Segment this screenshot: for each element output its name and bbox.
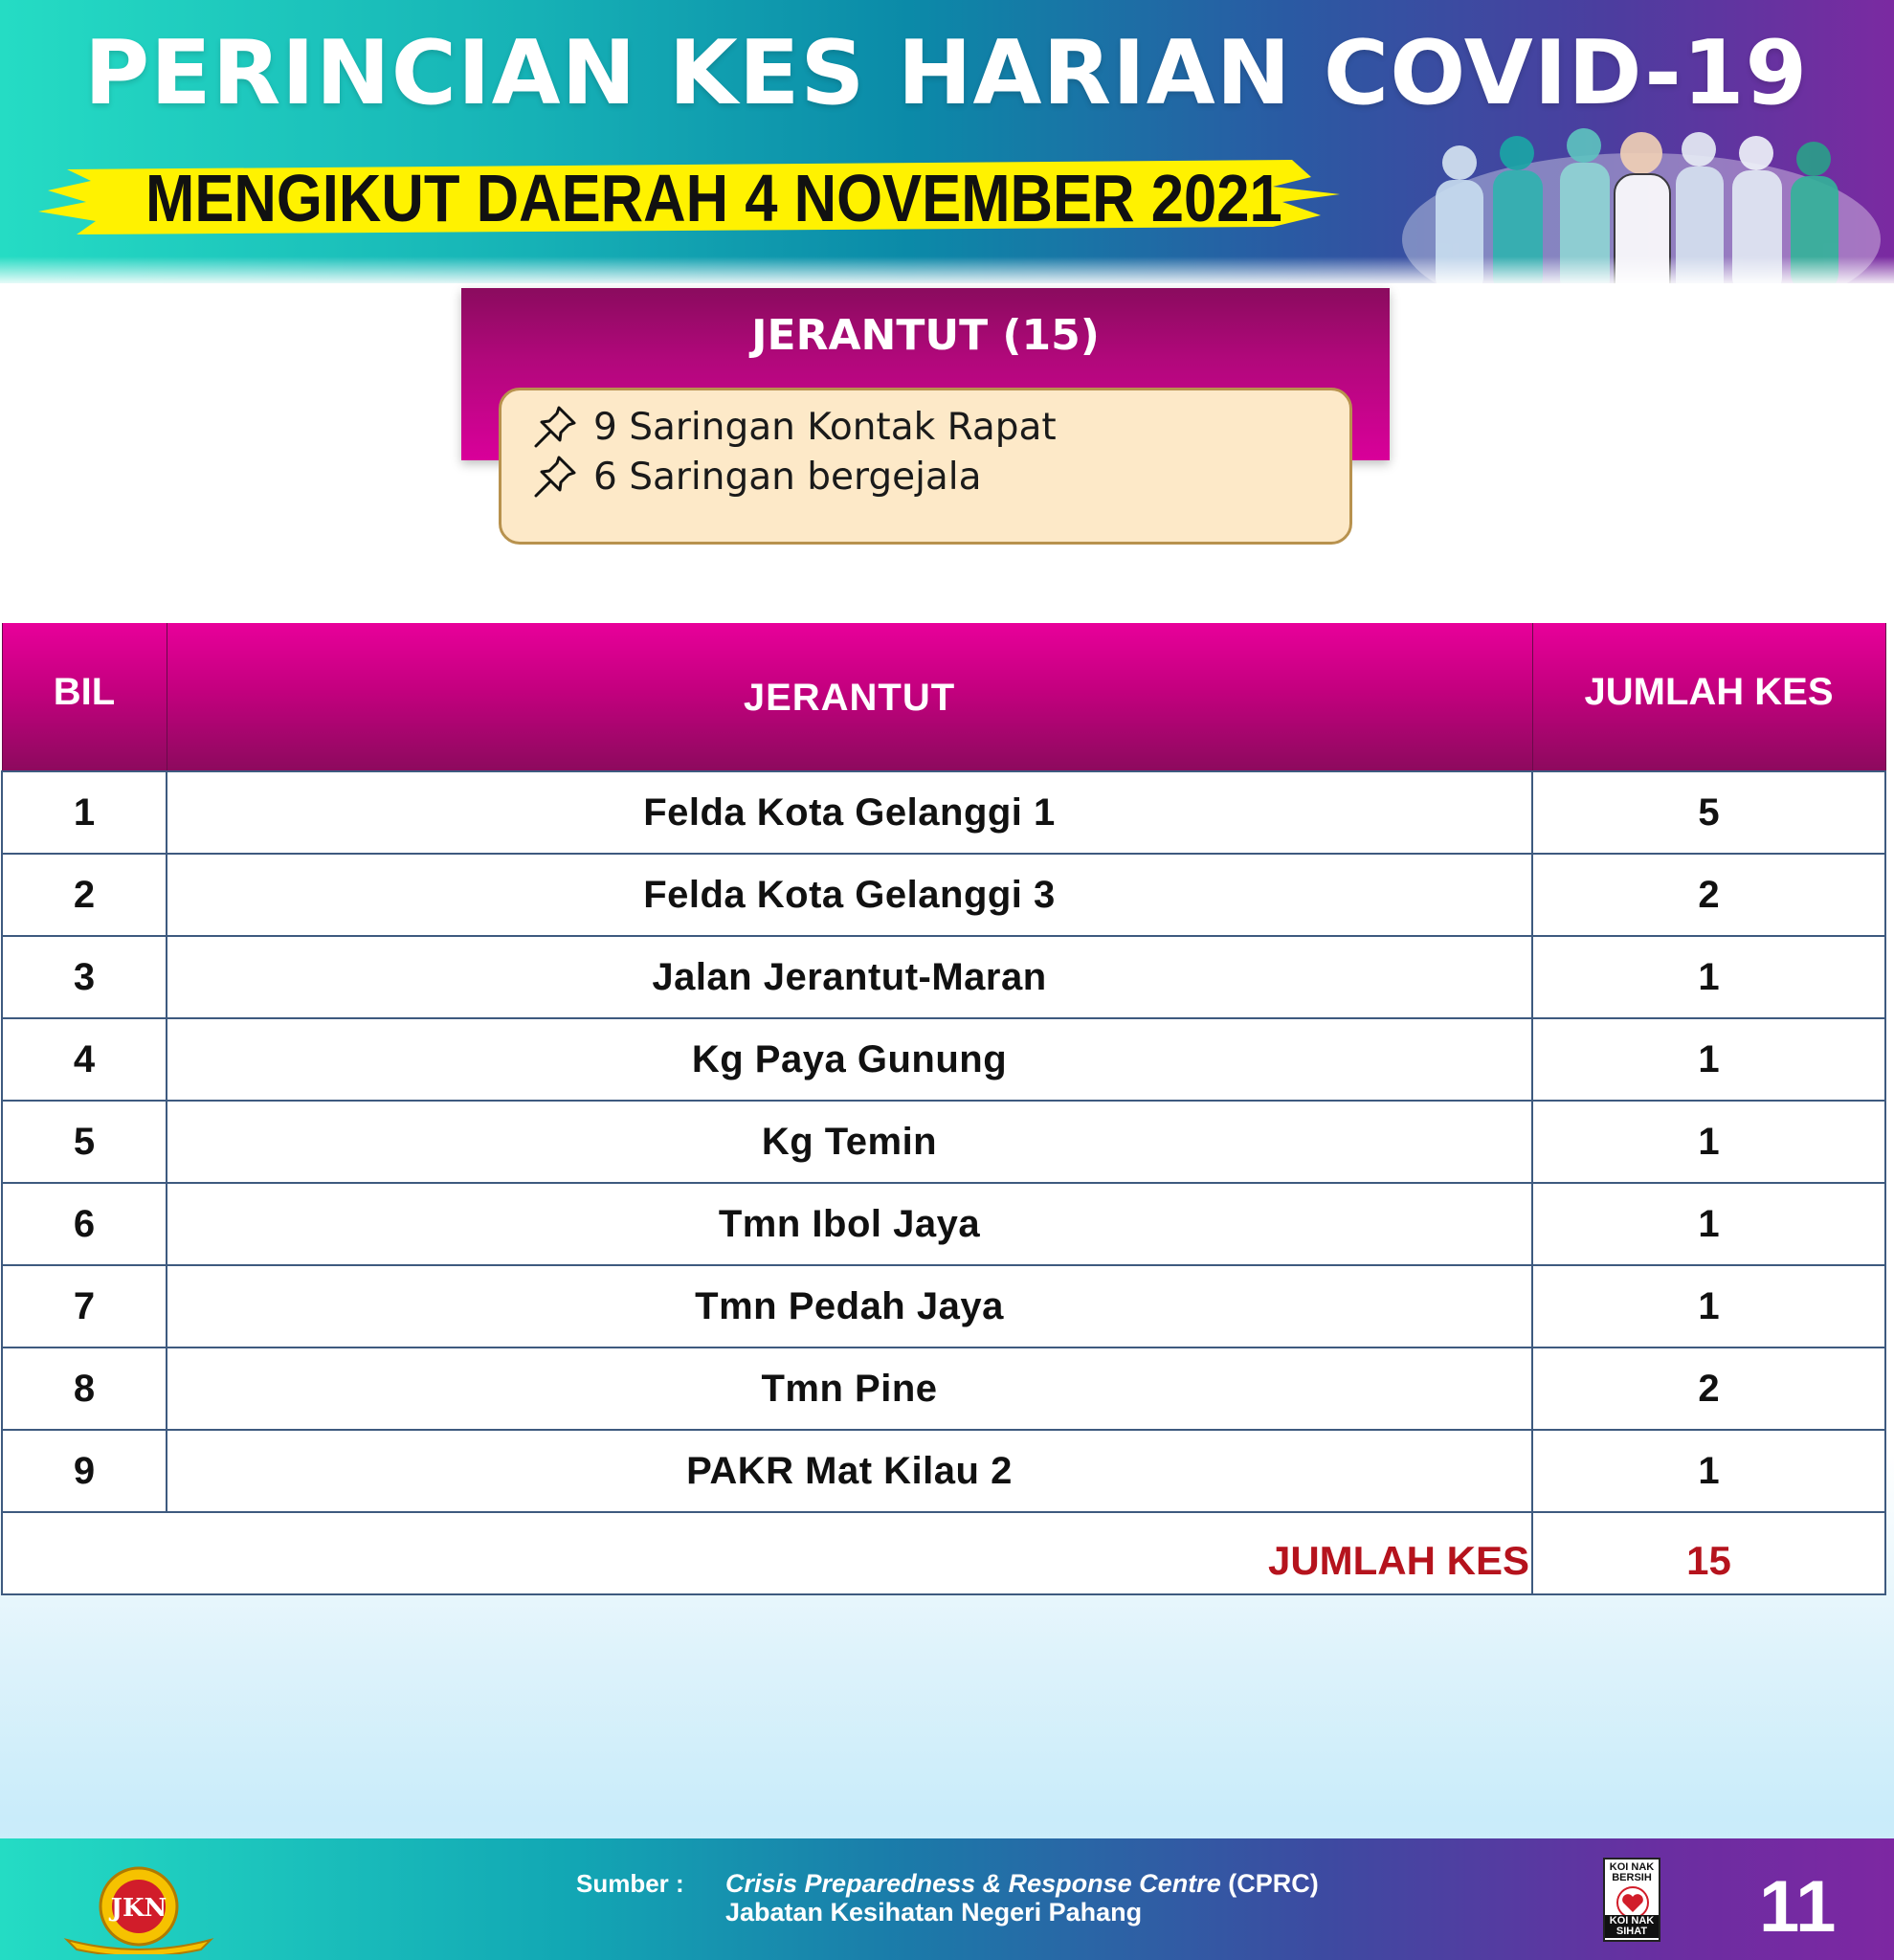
table-row (2, 1430, 1885, 1512)
cell-location: Jalan Jerantut-Maran (167, 936, 1532, 1018)
cell-count: 2 (1532, 854, 1885, 936)
total-label: JUMLAH KES (1267, 1538, 1529, 1583)
cell-location: Felda Kota Gelanggi 1 (167, 771, 1532, 854)
cell-count: 1 (1532, 936, 1885, 1018)
pushpin-icon (530, 452, 580, 501)
district-title: JERANTUT (15) (751, 311, 1100, 360)
table-row (2, 1018, 1885, 1101)
cell-bil: 8 (2, 1348, 167, 1430)
source-organization (725, 1869, 1319, 1899)
table-row (2, 1348, 1885, 1430)
page-number: 11 (1759, 1866, 1837, 1948)
screening-notes-box (499, 388, 1352, 545)
cell-bil: 9 (2, 1430, 167, 1512)
cell-count: 1 (1532, 1183, 1885, 1265)
cell-location: Felda Kota Gelanggi 3 (167, 854, 1532, 936)
table-row (2, 771, 1885, 854)
jkn-logo-icon (57, 1863, 220, 1954)
cell-count: 1 (1532, 1430, 1885, 1512)
footer-bar (0, 1838, 1894, 1960)
table-row (2, 1101, 1885, 1183)
note-text: 6 Saringan bergejala (593, 455, 982, 499)
page-subtitle: MENGIKUT DAERAH 4 NOVEMBER 2021 (145, 161, 1282, 235)
cell-bil: 5 (2, 1101, 167, 1183)
cell-count: 1 (1532, 1101, 1885, 1183)
source-department: Jabatan Kesihatan Negeri Pahang (725, 1898, 1143, 1927)
total-label-cell (2, 1512, 1532, 1594)
cell-bil: 2 (2, 854, 167, 936)
source-centre-name: Crisis Preparedness & Response Centre (725, 1869, 1221, 1898)
cell-bil: 4 (2, 1018, 167, 1101)
total-row (2, 1512, 1885, 1594)
column-header-count: JUMLAH KES (1532, 623, 1885, 771)
cell-bil: 3 (2, 936, 167, 1018)
cell-location: Kg Paya Gunung (167, 1018, 1532, 1101)
cell-count: 5 (1532, 771, 1885, 854)
cell-count: 2 (1532, 1348, 1885, 1430)
cell-location: PAKR Mat Kilau 2 (167, 1430, 1532, 1512)
koi-nak-logo (1603, 1858, 1660, 1942)
cell-location: Kg Temin (167, 1101, 1532, 1183)
cell-bil: 6 (2, 1183, 167, 1265)
table-row (2, 936, 1885, 1018)
table-row (2, 854, 1885, 936)
jkn-logo-text: JKN (110, 1894, 167, 1923)
cell-location: Tmn Pedah Jaya (167, 1265, 1532, 1348)
pushpin-icon (530, 402, 580, 452)
table-header-row (2, 623, 1885, 771)
cell-location: Tmn Ibol Jaya (167, 1183, 1532, 1265)
subtitle-banner (38, 148, 1340, 240)
total-value: 15 (1686, 1538, 1731, 1583)
table-row (2, 1265, 1885, 1348)
cell-count: 1 (1532, 1018, 1885, 1101)
note-text: 9 Saringan Kontak Rapat (593, 405, 1057, 449)
cell-location: Tmn Pine (167, 1348, 1532, 1430)
header-banner (0, 0, 1894, 283)
source-label: Sumber : (576, 1869, 684, 1898)
total-value-cell (1532, 1512, 1885, 1594)
cell-bil: 1 (2, 771, 167, 854)
page-title: PERINCIAN KES HARIAN COVID-19 (84, 21, 1809, 124)
note-item (530, 402, 1349, 452)
note-item (530, 452, 1349, 501)
healthcare-workers-illustration (1393, 124, 1890, 283)
cell-bil: 7 (2, 1265, 167, 1348)
cell-count: 1 (1532, 1265, 1885, 1348)
koi-top-text: KOI NAK BERSIH (1609, 1861, 1655, 1883)
cases-table (1, 623, 1886, 1595)
column-header-bil: BIL (2, 623, 167, 771)
table-row (2, 1183, 1885, 1265)
source-centre-abbr: (CPRC) (1220, 1869, 1319, 1898)
column-header-location: JERANTUT (167, 623, 1532, 771)
koi-bottom-text: KOI NAK SIHAT (1605, 1915, 1659, 1938)
